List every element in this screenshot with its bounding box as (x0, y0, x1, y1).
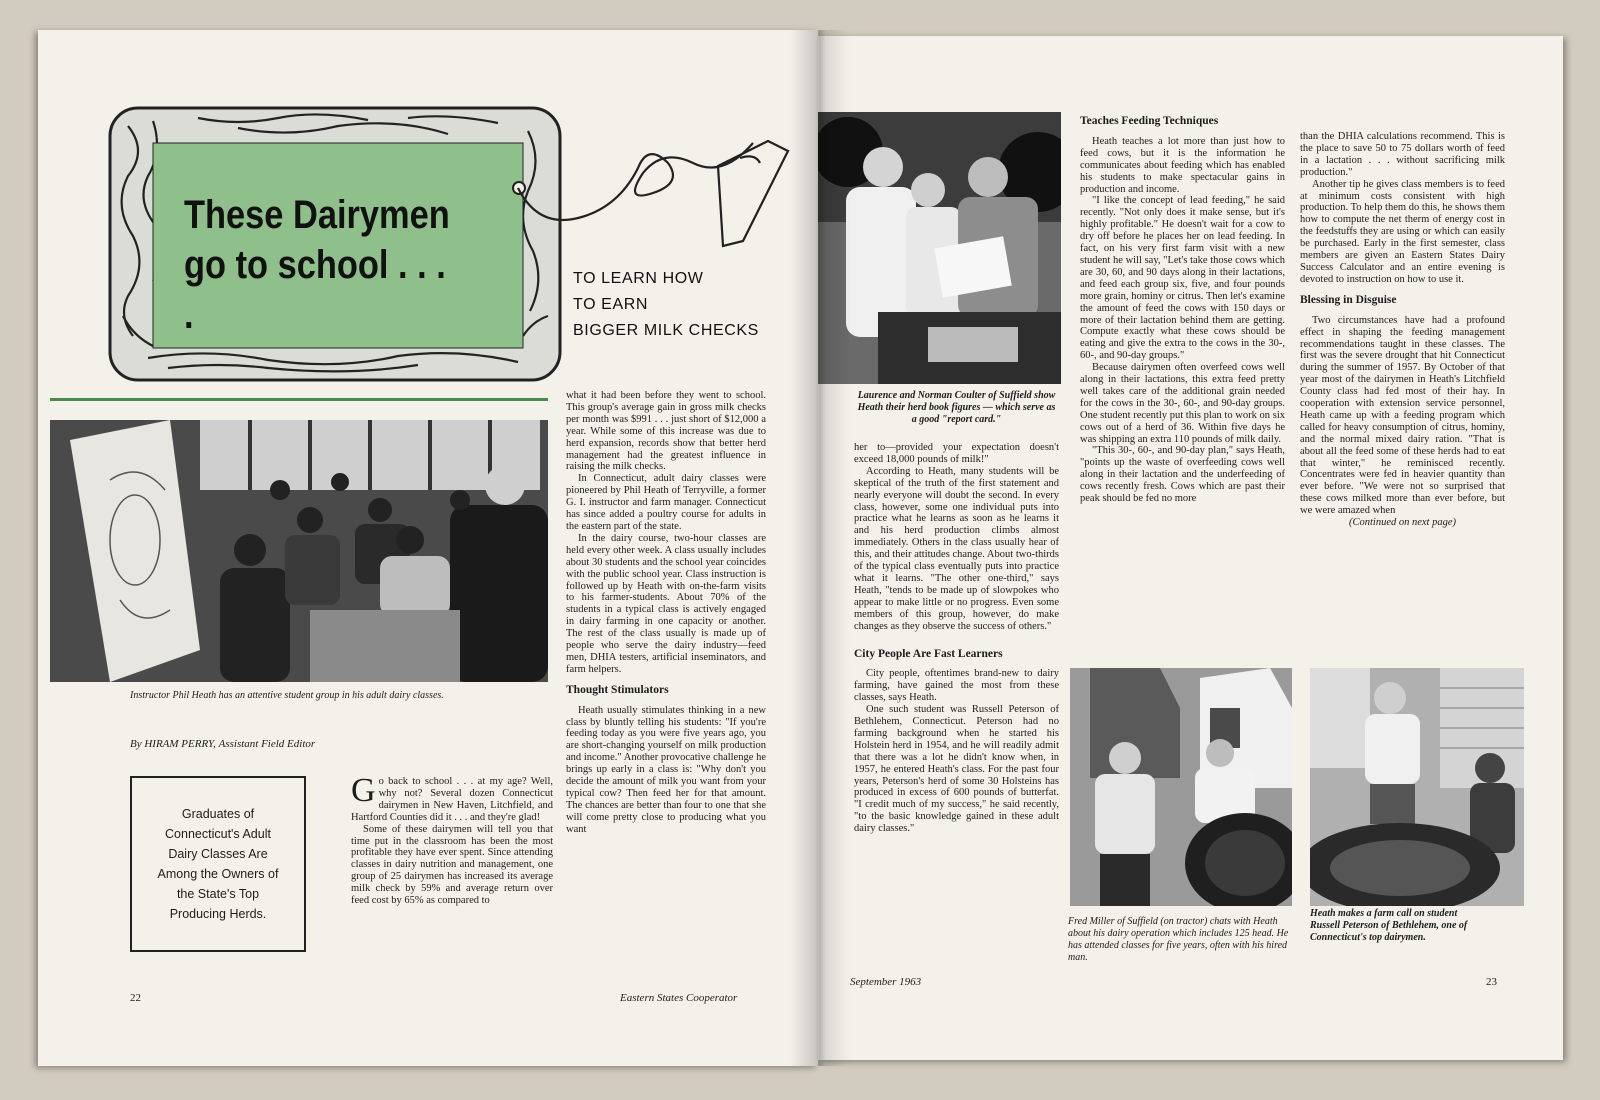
r-col2-paragraph-1: Heath teaches a lot more than just how to feed cows, but it is the information he communicates about feeding which has enabled his students to make spectacular gains in production and income. (1080, 135, 1285, 195)
page-number-left: 22 (130, 992, 141, 1004)
right-column-2 (1080, 116, 1285, 505)
left-page (38, 30, 818, 1066)
byline-author: By HIRAM PERRY, (130, 738, 216, 750)
r-col3-paragraph-2: Another tip he gives class members is to feed at minimum costs consistent with high production. To help them do this, he shows them how to compute the net therm of energy cost in the feedstuffs they are using or which can easily be purchased. Early in the first semester, class members are given an Eastern States Dairy Success Calculator and an entire evening is devoted to instruction on how to use it. (1300, 178, 1505, 285)
peterson-photo-caption: Heath makes a farm call on student Russell Peterson of Bethlehem, one of Connecticut's top dairymen. (1310, 908, 1468, 943)
right-column-1 (854, 442, 1059, 835)
headline-subtitle (573, 266, 759, 344)
headline-line2: go to school . . . . (184, 243, 446, 337)
subtitle-line1: TO LEARN HOW (573, 270, 704, 287)
classroom-photo-caption: Instructor Phil Heath has an attentive student group in his adult dairy classes. (130, 690, 444, 701)
r-col1-paragraph-3: City people, oftentimes brand-new to dairy farming, have gained the most from these classes, says Heath. (854, 668, 1059, 704)
r-col1-paragraph-1: her to—provided your expectation doesn't exceed 18,000 pounds of milk!" (854, 442, 1059, 465)
r-col2-paragraph-4: "This 30-, 60-, and 90-day plan," says Heath, "points up the waste of overfeeding cows well along in their lactation and the underfeeding of cows recently fresh. Cows which are past their peak should be fed no more (1080, 445, 1285, 505)
subtitle-line3: BIGGER MILK CHECKS (573, 322, 759, 339)
headline-title (184, 190, 459, 340)
fred-miller-photo-caption: Fred Miller of Suffield (on tractor) chats with Heath about his dairy operation which includes 125 head. He has attended classes for five years, often with his hired man. (1068, 916, 1289, 963)
fred-miller-photo (1070, 668, 1292, 906)
peterson-photo (1310, 668, 1524, 906)
intro-paragraph-1: o back to school . . . at my age? Well, why not? Several dozen Connecticut dairymen in New Haven, Litchfield, and Hartford Counties did it . . . and they're glad! (351, 776, 553, 823)
pullquote-text: Graduates of Connecticut's Adult Dairy Classes Are Among the Owners of the State's Top Producing Herds. (157, 807, 279, 921)
footer-publication-title: Eastern States Cooperator (620, 992, 738, 1004)
r-col2-paragraph-3: Because dairymen often overfeed cows well along in their lactations, this extra feed pretty well takes care of the additional grain needed for the cows in the 30-, 60-, and 90-day groups. One student recently put this plan to work on six cows out of a herd of 36. Within five days he was shipping an extra 110 pounds of milk daily. (1080, 362, 1285, 445)
heading-thought-stimulators: Thought Stimulators (566, 683, 669, 696)
left-column-2 (566, 390, 766, 836)
r-col3-paragraph-1: than the DHIA calculations recommend. This is the place to save 50 to 75 dollars worth of feed in a lactation . . . without sacrificing milk production." (1300, 131, 1505, 178)
byline-role: Assistant Field Editor (218, 738, 316, 750)
r-col3-paragraph-3: Two circumstances have had a profound effect in shaping the feeding management recommendations taught in these classes. The first was the severe drought that hit Connecticut during the summer of 1957. By October of that year most of the dairymen in Heath's Litchfield County class had fed most of their hay. In cooperation with extension service personnel, Heath came up with a feeding program which called for heavy consumption of citrus, hominy, and the normal mixed dairy ration. "That is about all the feed some of these herds had to eat that winter," he reminisced recently. Concentrates were fed in heavier quantity than ever before. "We were not so surprised that these cows milked more than ever before, but we were amazed when (1300, 314, 1505, 517)
intro-paragraph-2: Some of these dairymen will tell you that time put in the classroom has been the most profitable they have ever spent. Since attending classes in dairy nutrition and management, one group of 25 dairymen has increased its average milk check by 59% and average return over feed cost by 65% as compared to (351, 823, 553, 907)
intro-column (351, 772, 553, 907)
r-col2-paragraph-2: "I like the concept of lead feeding," he said recently. "Not only does it make sense, but it's highly profitable." He doesn't wait for a cow to dry off before he places her on lead feeding. In fact, on his very first farm visit with a new student he will say, "Let's take those cows which are 30, 60, and 90 days along in their lactations, and feed each group six, five, and four pounds more grain, hominy or citrus. Then let's examine the amount of feed the cows with 150 days or more of their lactation behind them are getting. Compute exactly what these cows should be eating and give the extra to the cows in the 30-, 60-, and 90-day groups." (1080, 195, 1285, 362)
col2-paragraph-2: In Connecticut, adult dairy classes were pioneered by Phil Heath of Terryville, a former G. I. instructor and farm manager. Connecticut has since added a poultry course for adults in the eastern part of the state. (566, 473, 766, 532)
page-gutter-shadow (790, 30, 850, 1066)
heading-blessing-disguise: Blessing in Disguise (1300, 293, 1397, 306)
coulters-photo-caption: Laurence and Norman Coulter of Suffield show Heath their herd book figures — which serve as a good "report card." (857, 390, 1056, 425)
r-col1-paragraph-4: One such student was Russell Peterson of Bethlehem, Connecticut. Peterson had no farming background when he started his Holstein herd in 1954, and he will readily admit that there was a lot he didn't know when, in 1957, he entered Heath's class. For the past four years, Peterson's herd of some 30 Holsteins has produced in excess of 600 pounds of butterfat. "I credit much of my success," he said recently, "to the basic knowledge gained in these adult dairy classes." (854, 704, 1059, 835)
col2-paragraph-4: Heath usually stimulates thinking in a new class by bluntly telling his students: "If you're feeding today as you were five years ago, you are short-changing yourself on milk production and income." Another provocative challenge he brings up early in a class is: "Why don't you decide the amount of milk you want from your typical cow? Then feed her for that amount. The chances are better than four to one that she will come pretty close to producing what you want (566, 704, 766, 835)
string-tag-graphic (508, 126, 818, 256)
continued-note: (Continued on next page) (1348, 517, 1456, 529)
green-rule (50, 398, 548, 401)
right-page (818, 36, 1563, 1060)
heading-teaches-feeding: Teaches Feeding Techniques (1080, 115, 1219, 127)
dropcap: G (351, 772, 376, 809)
col2-paragraph-3: In the dairy course, two-hour classes are held every other week. A class usually includes about 30 students and the school year coincides with the public school year. Class instruction is followed up by Heath with on-the-farm visits to his farmer-students. About 70% of the students in a typical class is actively engaged in dairy farming in one capacity or another. The rest of the class usually is made up of people who serve the dairy industry—feed men, DHIA testers, artificial inseminators, and farm helpers. (566, 532, 766, 675)
right-column-3 (1300, 131, 1505, 529)
coulters-photo (818, 112, 1061, 384)
footer-date: September 1963 (850, 976, 922, 988)
byline (130, 738, 315, 750)
subtitle-line2: TO EARN (573, 296, 649, 313)
heading-city-people: City People Are Fast Learners (854, 647, 1003, 660)
pullquote-box (130, 776, 306, 952)
page-number-right: 23 (1486, 976, 1497, 988)
headline-line1: These Dairymen (184, 193, 450, 237)
col2-paragraph-1: what it had been before they went to school. This group's average gain in gross milk checks per month was $991 . . . just short of $12,000 a year. While some of this increase was due to herd expansion, records show that better herd management had the greatest influence in raising the milk checks. (566, 390, 766, 473)
classroom-photo (50, 420, 548, 682)
r-col1-paragraph-2: According to Heath, many students will be skeptical of the truth of the first statement and nearly everyone will doubt the second. In every class, however, some one individual puts into practice what he learns as soon as he learns it and his herd production climbs almost immediately. Others in the class usually hear of this, and their attitudes change. About two-thirds of the typical class eventually puts into practice what it learns. "The other one-third," says Heath, "tends to be made up of slowpokes who appear to make little or no progress. Even some members of this group, however, do make changes as they observe the success of others." (854, 465, 1059, 632)
